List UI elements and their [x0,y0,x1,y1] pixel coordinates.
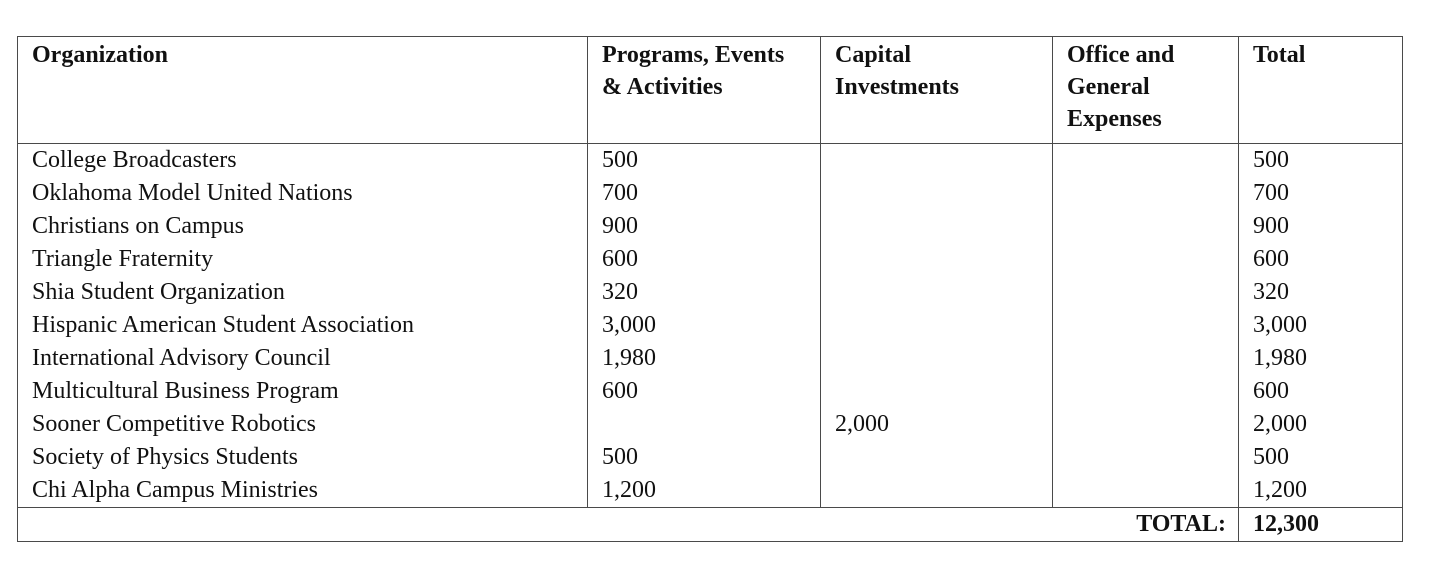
cell-organization: Triangle Fraternity [18,243,588,276]
cell-capital [821,276,1053,309]
cell-capital [821,474,1053,508]
cell-programs: 1,200 [588,474,821,508]
table-footer [18,508,1403,542]
cell-office [1053,144,1239,178]
header-organization: Organization [18,37,588,144]
cell-programs: 500 [588,441,821,474]
cell-total: 500 [1239,144,1403,178]
cell-capital [821,441,1053,474]
cell-organization: Christians on Campus [18,210,588,243]
total-label: TOTAL: [18,508,1239,542]
cell-programs: 500 [588,144,821,178]
cell-total: 700 [1239,177,1403,210]
cell-capital [821,243,1053,276]
cell-programs: 600 [588,243,821,276]
cell-organization: Hispanic American Student Association [18,309,588,342]
cell-total: 600 [1239,375,1403,408]
cell-programs: 3,000 [588,309,821,342]
cell-total: 2,000 [1239,408,1403,441]
cell-organization: Sooner Competitive Robotics [18,408,588,441]
table-row [18,342,1403,375]
cell-programs: 1,980 [588,342,821,375]
table-row [18,144,1403,178]
cell-capital [821,177,1053,210]
cell-capital [821,210,1053,243]
table-row [18,474,1403,508]
header-capital: Capital Investments [821,37,1053,144]
cell-office [1053,408,1239,441]
cell-total: 1,980 [1239,342,1403,375]
cell-organization: International Advisory Council [18,342,588,375]
cell-organization: Chi Alpha Campus Ministries [18,474,588,508]
cell-office [1053,210,1239,243]
cell-office [1053,243,1239,276]
cell-programs [588,408,821,441]
cell-programs: 320 [588,276,821,309]
header-programs: Programs, Events & Activities [588,37,821,144]
table-header [18,37,1403,144]
cell-organization: College Broadcasters [18,144,588,178]
table-row [18,408,1403,441]
cell-capital [821,309,1053,342]
header-office: Office and General Expenses [1053,37,1239,144]
cell-programs: 600 [588,375,821,408]
cell-total: 600 [1239,243,1403,276]
cell-total: 1,200 [1239,474,1403,508]
cell-capital [821,342,1053,375]
table-row [18,309,1403,342]
cell-capital [821,375,1053,408]
cell-office [1053,342,1239,375]
cell-office [1053,474,1239,508]
header-row [18,37,1403,144]
allocation-table [17,36,1403,542]
cell-organization: Multicultural Business Program [18,375,588,408]
cell-total: 500 [1239,441,1403,474]
cell-office [1053,309,1239,342]
table-row [18,276,1403,309]
table-row [18,177,1403,210]
cell-organization: Society of Physics Students [18,441,588,474]
cell-total: 320 [1239,276,1403,309]
table-body [18,144,1403,508]
cell-total: 900 [1239,210,1403,243]
total-value: 12,300 [1239,508,1403,542]
cell-total: 3,000 [1239,309,1403,342]
table-row [18,243,1403,276]
cell-office [1053,375,1239,408]
allocation-table-container [17,36,1402,542]
cell-office [1053,276,1239,309]
cell-office [1053,177,1239,210]
cell-programs: 700 [588,177,821,210]
cell-capital [821,144,1053,178]
table-row [18,210,1403,243]
header-total: Total [1239,37,1403,144]
cell-office [1053,441,1239,474]
cell-programs: 900 [588,210,821,243]
cell-organization: Oklahoma Model United Nations [18,177,588,210]
cell-capital: 2,000 [821,408,1053,441]
cell-organization: Shia Student Organization [18,276,588,309]
table-row [18,441,1403,474]
table-row [18,375,1403,408]
total-row [18,508,1403,542]
